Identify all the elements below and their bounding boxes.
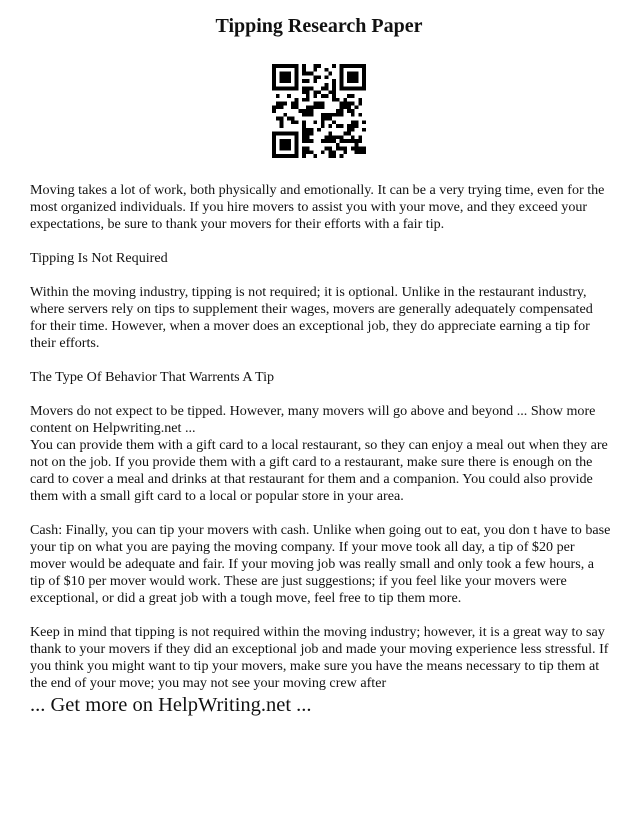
document-body bbox=[30, 182, 612, 709]
paragraph-intro: Moving takes a lot of work, both physically and emotionally. It can be a very trying time, even for the most organized individuals. If you hire movers to assist you with your move, and they exceed your expectations, be sure to thank your movers for their efforts with a fair tip. bbox=[30, 182, 605, 232]
qr-code-icon bbox=[272, 64, 366, 158]
section-heading-behavior: The Type Of Behavior That Warrents A Tip bbox=[30, 369, 275, 385]
paragraph-not-required: Within the moving industry, tipping is not required; it is optional. Unlike in the restaurant industry, where servers rely on tips to supplement their wages, movers are generally adequately compensated for their time. However, when a mover does an exceptional job, they do appreciate earning a tip for their efforts. bbox=[30, 284, 593, 351]
paragraph-cash: Cash: Finally, you can tip your movers with cash. Unlike when going out to eat, you don t have to base your tip on what you are paying the moving company. If your move took all day, a tip of $20 per mover would be adequate and fair. If your moving job was really small and only took a few hours, a tip of $10 per mover would work. These are just suggestions; if you feel like your movers were exceptional, or did a great job with a tough move, feel free to tip them more. bbox=[30, 522, 611, 606]
paragraph-gift-card: You can provide them with a gift card to a local restaurant, so they can enjoy a meal out when they are not on the job. If you provide them with a gift card to a restaurant, make sure there is enough on the card to cover a meal and drinks at that restaurant for them and a companion. You could also provide them with a small gift card to a local or popular store in your area. bbox=[30, 437, 608, 504]
get-more-link[interactable]: ... Get more on HelpWriting.net ... bbox=[30, 694, 312, 716]
section-heading-not-required: Tipping Is Not Required bbox=[30, 250, 168, 266]
page-title: Tipping Research Paper bbox=[215, 15, 423, 37]
paragraph-closing: Keep in mind that tipping is not required within the moving industry; however, it is a great way to say thank to your movers if they did an exceptional job and made your moving experience less stressful. If you think you might want to tip your movers, make sure you have the means necessary to tip them at the end of your move; you may not see your moving crew after bbox=[30, 624, 609, 691]
paragraph-show-more: Movers do not expect to be tipped. However, many movers will go above and beyond ... Show more content on Helpwriting.net ... bbox=[30, 403, 596, 436]
